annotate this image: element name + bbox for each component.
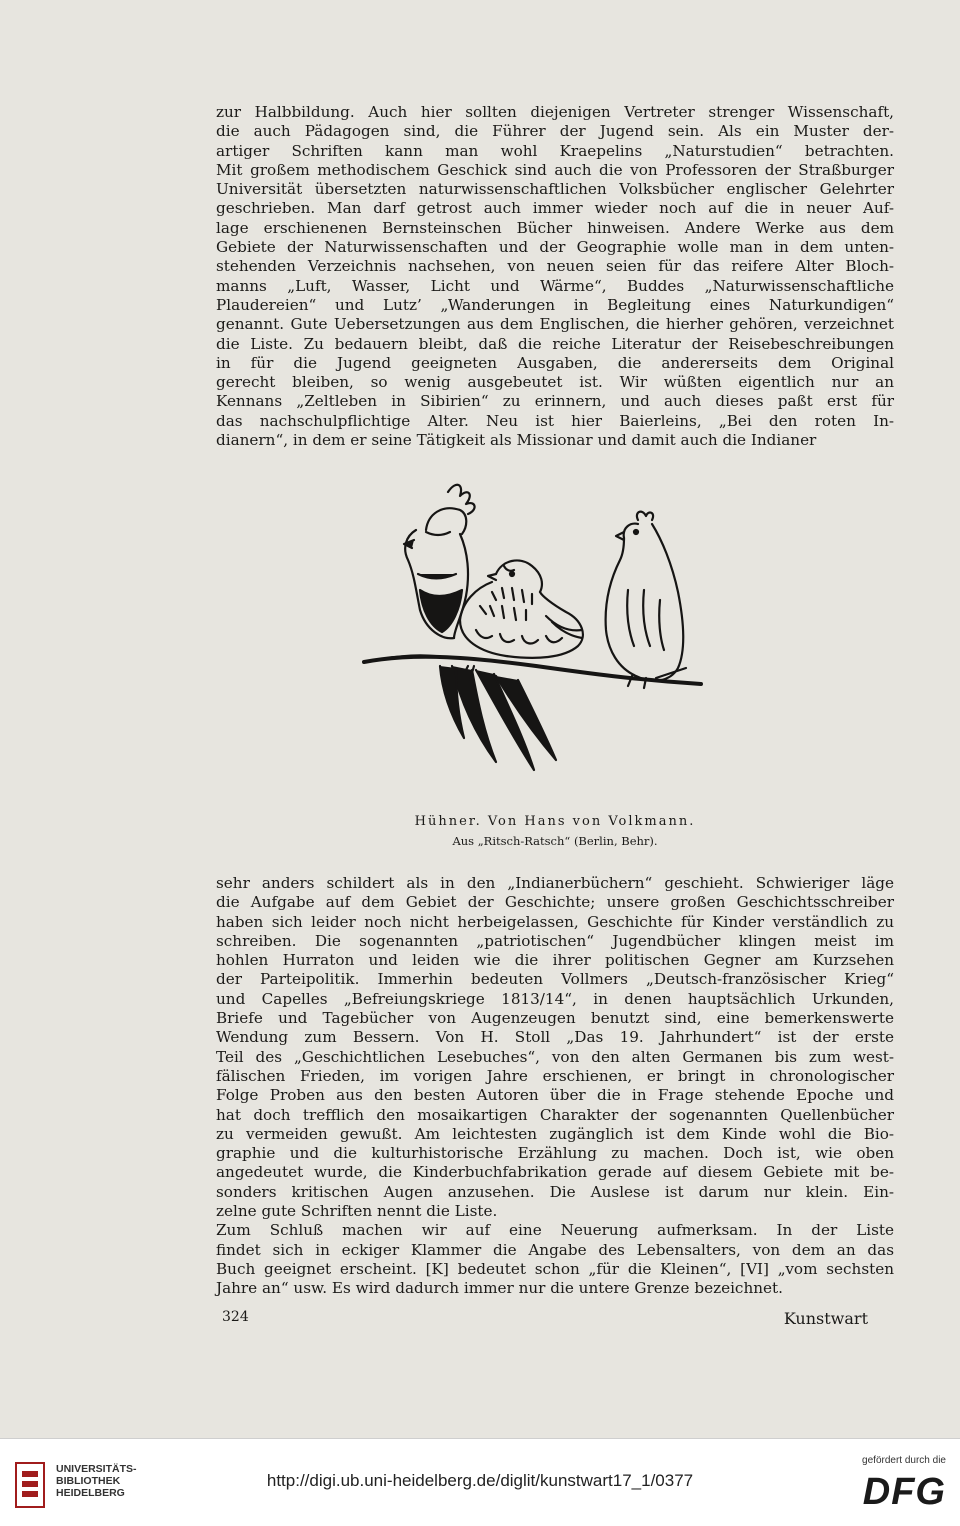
text-line: haben sich leider noch nicht herbeigelassen, Geschichte für Kinder verständlich zu [216,912,894,931]
permalink-url[interactable]: http://digi.ub.uni-heidelberg.de/diglit/kunstwart17_1/0377 [266,1471,694,1490]
text-line: sehr anders schildert als in den „Indianerbüchern“ geschieht. Schwieriger läge [216,874,894,892]
text-line: in für die Jugend geeigneten Ausgaben, die andererseits dem Original [216,353,894,372]
viewer-footer-bar [0,1438,960,1526]
text-line: zelne gute Schriften nennt die Liste. [216,1202,498,1221]
text-line: hat doch trefflich den mosaikartigen Charakter der sogenannten Quellenbücher [216,1105,894,1124]
text-line: schreiben. Die sogenannten „patriotischen“ Jugendbücher klingen meist im [216,931,894,950]
text-line: geschrieben. Man darf getrost auch immer wieder noch auf die in neuer Auf- [216,199,894,218]
text-line: Mit großem methodischem Geschick sind auch die von Professoren der Straßburger [216,160,894,179]
text-line: der Parteipolitik. Immerhin bedeuten Vollmers „Deutsch-französischer Krieg“ [216,970,894,989]
text-line: Gebiete der Naturwissenschaften und der Geographie wolle man in dem unten- [216,238,894,257]
text-line: das nachschulpflichtige Alter. Neu ist hier Baierleins, „Bei den roten In- [216,411,894,430]
text-line: zu vermeiden gewußt. Am leichtesten zugänglich ist dem Kinde wohl die Bio- [216,1124,894,1143]
text-line: Jahre an“ usw. Es wird dadurch immer nur die untere Grenze bezeichnet. [216,1279,783,1298]
figure-caption-title: Hühner. Von Hans von Volkmann. [414,814,696,829]
text-line: artiger Schriften kann man wohl Kraepelins „Naturstudien“ betrachten. [216,141,894,160]
text-line: fälischen Frieden, im vorigen Jahre erschienen, er bringt in chronologischer [216,1066,894,1085]
text-line: findet sich in eckiger Klammer die Angabe des Lebensalters, von dem an das [216,1240,894,1259]
library-name-line: BIBLIOTHEK [56,1475,121,1487]
library-name-line: HEIDELBERG [56,1487,125,1499]
text-line: hohlen Hurraton und leiden wie die ihrer politischen Gegner am Kurzsehen [216,951,894,970]
text-line: graphie und die kulturhistorische Erzählung zu machen. Doch ist, wie oben [216,1144,894,1163]
body-text-top [216,103,894,450]
text-line: und Capelles „Befreiungskriege 1813/14“, in denen hauptsächlich Urkunden, [216,989,894,1008]
text-line: lage erschienenen Bernsteinschen Bücher hinweisen. Andere Werke aus dem [216,218,894,237]
body-text-bottom [216,874,894,1299]
text-line: die auch Pädagogen sind, die Führer der Jugend sein. Als ein Muster der- [216,122,894,141]
text-line: sonders kritischen Augen anzusehen. Die Auslese ist darum nur klein. Ein- [216,1182,894,1201]
text-line: Universität übersetzten naturwissenschaftlichen Volksbücher englischer Gelehrter [216,180,894,199]
text-line: angedeutet wurde, die Kinderbuchfabrikation gerade auf diesem Gebiete mit be- [216,1163,894,1182]
illustration-chickens [356,470,716,800]
journal-name: Kunstwart [783,1309,868,1328]
page-number: 324 [222,1309,249,1325]
text-line: Kennans „Zeltleben in Sibirien“ zu erinnern, und auch dieses paßt erst für [216,392,894,411]
text-line: stehenden Verzeichnis nachsehen, von neuen seien für das reifere Alter Bloch- [216,257,894,276]
text-line: zur Halbbildung. Auch hier sollten diejenigen Vertreter strenger Wissenschaft, [216,103,894,121]
text-line: Teil des „Geschichtlichen Lesebuches“, von den alten Germanen bis zum west- [216,1047,894,1066]
text-line: Zum Schluß machen wir auf eine Neuerung aufmerksam. In der Liste [216,1221,894,1240]
figure-caption-source: Aus „Ritsch-Ratsch“ (Berlin, Behr). [452,834,658,848]
text-line: die Liste. Zu bedauern bleibt, daß die reiche Literatur der Reisebeschreibungen [216,334,894,353]
funding-label: gefördert durch die [862,1455,946,1466]
text-line: dianern“, in dem er seine Tätigkeit als Missionar und damit auch die Indianer [216,431,817,450]
text-line: Plaudereien“ und Lutz’ „Wanderungen in Begleitung eines Naturkundigen“ [216,295,894,314]
text-line: genannt. Gute Uebersetzungen aus dem Englischen, die hierher gehören, verzeichnet [216,315,894,334]
text-line: manns „Luft, Wasser, Licht und Wärme“, Buddes „Naturwissenschaftliche [216,276,894,295]
text-line: Wendung zum Bessern. Von H. Stoll „Das 19. Jahrhundert“ ist der erste [216,1028,894,1047]
text-line: gerecht bleiben, so wenig ausgebeutet ist. Wir wüßten eigentlich nur an [216,373,894,392]
library-name-line: UNIVERSITÄTS- [56,1463,137,1475]
text-line: Buch geeignet erscheint. [K] bedeutet schon „für die Kleinen“, [VI] „vom sechsten [216,1259,894,1278]
text-line: die Aufgabe auf dem Gebiet der Geschichte; unsere großen Geschichtsschreiber [216,893,894,912]
dfg-logo[interactable]: DFG [862,1471,946,1513]
text-line: Briefe und Tagebücher von Augenzeugen benutzt sind, eine bemerkenswerte [216,1009,894,1028]
text-line: Folge Proben aus den besten Autoren über die in Frage stehende Epoche und [216,1086,894,1105]
